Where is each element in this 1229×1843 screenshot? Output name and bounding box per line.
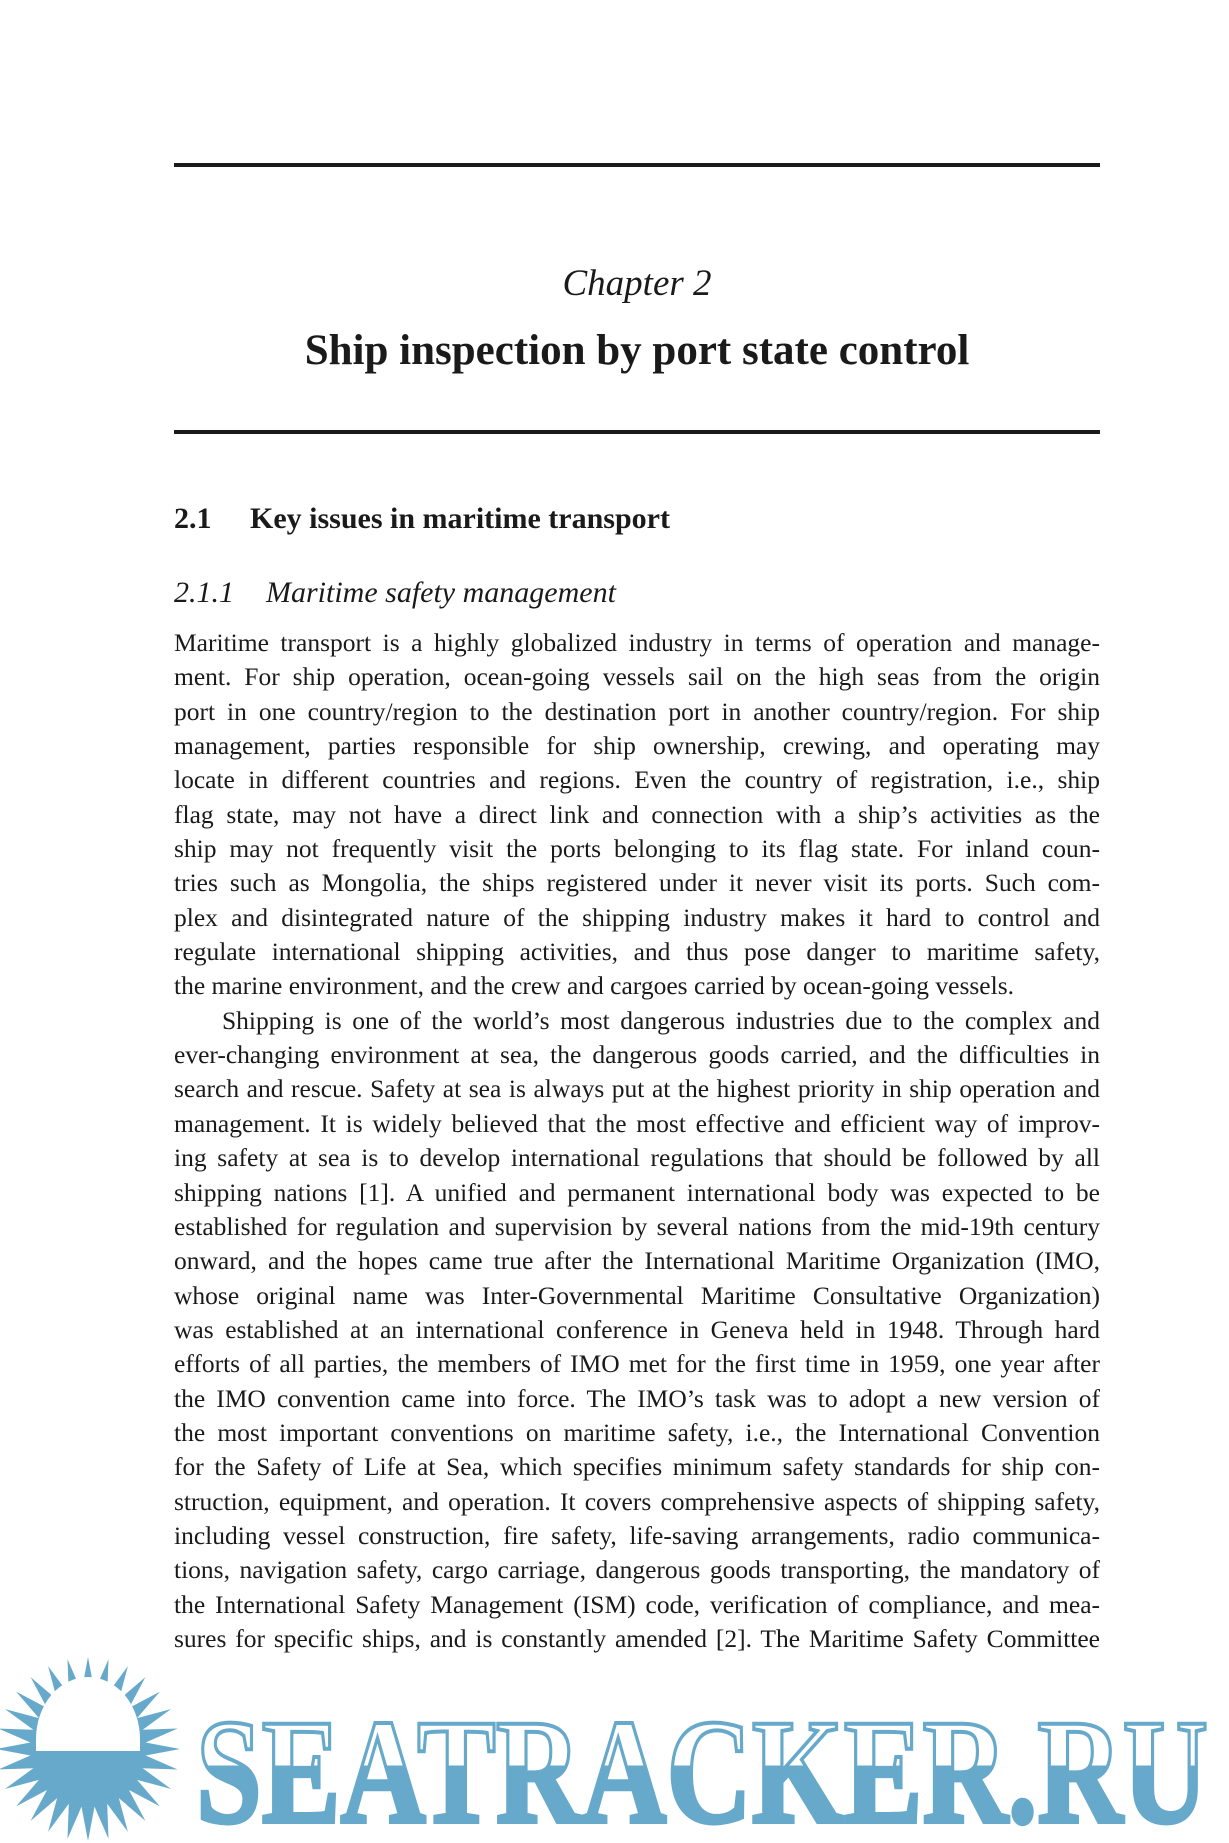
bottom-rule bbox=[174, 430, 1100, 434]
subsection-title: Maritime safety management bbox=[266, 576, 616, 609]
text-line: ing safety at sea is to develop international regulations that should be followed by all bbox=[174, 1143, 1100, 1173]
chapter-label: Chapter 2 bbox=[562, 263, 712, 304]
text-line: tries such as Mongolia, the ships registered under it never visit its ports. Such com- bbox=[174, 868, 1100, 898]
text-line: ment. For ship operation, ocean-going vessels sail on the high seas from the origin bbox=[174, 662, 1100, 692]
text-line: struction, equipment, and operation. It covers comprehensive aspects of shipping safety, bbox=[174, 1486, 1100, 1516]
text-line: tions, navigation safety, cargo carriage, dangerous goods transporting, the mandatory of bbox=[174, 1555, 1100, 1585]
seatracker-watermark bbox=[0, 1655, 1229, 1843]
text-line: established for regulation and supervision by several nations from the mid-19th century bbox=[174, 1211, 1100, 1241]
section-number: 2.1 bbox=[174, 502, 212, 535]
text-line: flag state, may not have a direct link and connection with a ship’s activities as the bbox=[174, 799, 1100, 829]
sun-icon bbox=[0, 1657, 180, 1841]
text-line: ship may not frequently visit the ports belonging to its flag state. For inland coun- bbox=[174, 834, 1100, 864]
text-line: management. It is widely believed that the most effective and efficient way of improv- bbox=[174, 1108, 1100, 1138]
top-rule bbox=[174, 163, 1100, 167]
text-line: ever-changing environment at sea, the dangerous goods carried, and the difficulties in bbox=[174, 1040, 1100, 1070]
text-line: the IMO convention came into force. The IMO’s task was to adopt a new version of bbox=[174, 1383, 1100, 1413]
text-line: for the Safety of Life at Sea, which specifies minimum safety standards for ship con- bbox=[174, 1452, 1100, 1482]
text-line: plex and disintegrated nature of the shipping industry makes it hard to control and bbox=[174, 902, 1100, 932]
text-line: Maritime transport is a highly globalized industry in terms of operation and manage- bbox=[174, 628, 1100, 657]
text-line: including vessel construction, fire safety, life-saving arrangements, radio communica- bbox=[174, 1520, 1100, 1550]
text-line: locate in different countries and regions. Even the country of registration, i.e., ship bbox=[174, 765, 1100, 795]
text-line: management, parties responsible for ship ownership, crewing, and operating may bbox=[174, 731, 1100, 761]
text-line: sures for specific ships, and is constantly amended [2]. The Maritime Safety Committee bbox=[174, 1623, 1100, 1653]
text-line: onward, and the hopes came true after the International Maritime Organization (IMO, bbox=[174, 1246, 1100, 1276]
text-line: search and rescue. Safety at sea is always put at the highest priority in ship operation and bbox=[174, 1074, 1100, 1104]
subsection-number: 2.1.1 bbox=[174, 576, 234, 609]
text-line: efforts of all parties, the members of IMO met for the first time in 1959, one year after bbox=[174, 1349, 1100, 1379]
text-line: the most important conventions on maritime safety, i.e., the International Convention bbox=[174, 1417, 1100, 1447]
text-line: the International Safety Management (ISM) code, verification of compliance, and mea- bbox=[174, 1589, 1100, 1619]
body-text bbox=[174, 626, 1100, 1656]
section-heading bbox=[174, 502, 670, 536]
text-line: the marine environment, and the crew and cargoes carried by ocean-going vessels. bbox=[174, 971, 1014, 1001]
text-line: was established at an international conference in Geneva held in 1948. Through hard bbox=[174, 1314, 1100, 1344]
section-title: Key issues in maritime transport bbox=[250, 502, 670, 535]
text-line: whose original name was Inter-Governmental Maritime Consultative Organization) bbox=[174, 1280, 1100, 1310]
watermark-text: SEATRACKER.RU bbox=[196, 1689, 1208, 1843]
text-line: regulate international shipping activities, and thus pose danger to maritime safety, bbox=[174, 937, 1100, 967]
chapter-title: Ship inspection by port state control bbox=[304, 327, 970, 374]
text-line: port in one country/region to the destination port in another country/region. For ship bbox=[174, 696, 1100, 726]
text-line: shipping nations [1]. A unified and permanent international body was expected to be bbox=[174, 1177, 1100, 1207]
text-line: Shipping is one of the world’s most dangerous industries due to the complex and bbox=[222, 1005, 1100, 1035]
subsection-heading bbox=[174, 576, 616, 610]
